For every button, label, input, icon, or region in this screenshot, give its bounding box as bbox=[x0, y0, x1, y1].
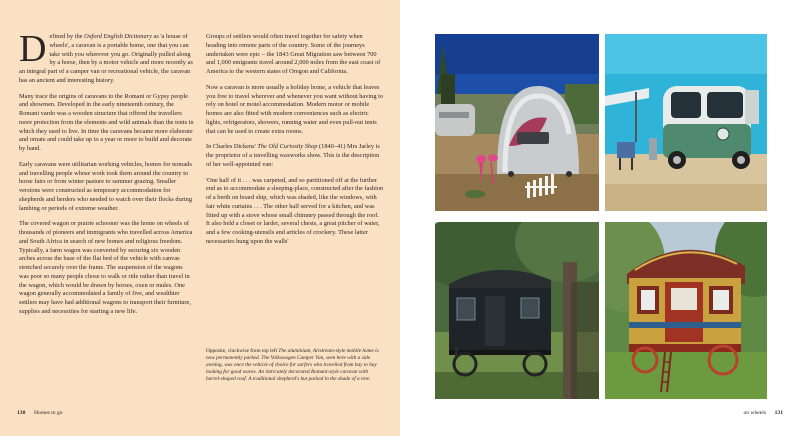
caption-text: The aluminium, Airstream-style mobile home is now permanently parked. The Volkswagen Camper Van, seen here with a side awning, was once the vehicle of choice for surfers who travelled from bay to bay looking for good waves. An intricately decorated Romani-style caravan with barrel-shaped roof. A traditional shepherd's hut parked in the shade of a tree. bbox=[206, 348, 379, 383]
body-paragraph: Early caravans were utilitarian working vehicles, homes for nomads and travelling people whose work took them around the country to horse fairs or from winter pasture to summer grazing. Smaller versions were constructed as temporary accommodation for shepherds and herders who needed to watch over their flocks during lambing or periods of extreme weather. bbox=[19, 160, 192, 212]
romani-caravan-photo bbox=[605, 222, 767, 399]
body-paragraph: Many trace the origins of caravans to the Romani or Gypsy people and showmen. Developed in the early nineteenth century, the Romani vardo was a wooden structure that offered the travellers more protection from the elements and wild animals than the tents in which they used to live. In time the caravans became more elaborate and ornate and could take up to a year or more to build and decorate by hand. bbox=[19, 92, 194, 152]
page-number-right: 131 bbox=[774, 410, 783, 416]
caption-lead: Opposite, clockwise from top left bbox=[206, 348, 279, 354]
body-paragraph: Defined by the Oxford English Dictionary as 'a house of wheels', a caravan is a portable home, one that you can take with you wherever you go. Originally pulled along by a horse, then by a motor vehicle and more recently as an integral part of a camper van or recreational vehicle, the caravan has an ancient and interesting history. bbox=[19, 28, 193, 84]
volkswagen-camper-van-photo bbox=[605, 34, 767, 211]
body-paragraph: Now a caravan is more usually a holiday home, a vehicle that leaves you free to travel wherever and whenever you want without having to rely on hotel or motel accommodation. Modern motor or mobile homes are also fitted with modern conveniences such as electric lights, refrigerators, showers, running water and even pull-out tents that can be used to create extra rooms. bbox=[206, 83, 384, 135]
body-paragraph: 'One half of it . . . was carpeted, and so partitioned off at the further end as to accommodate a sleeping-place, constructed after the fashion of a berth on board ship, which was shaded, like the windows, with fair white curtains . . . The other half served for a kitchen, and was fitted up with a stove whose small chimney passed through the roof. It also held a closet or larder, several chests, a great pitcher of water, and a few cooking-utensils and articles of crockery. These latter necessaries hung upon the walls' bbox=[206, 176, 384, 245]
airstream-caravan-photo bbox=[435, 34, 599, 211]
body-paragraph: The covered wagon or prairie schooner was the home on wheels of thousands of pioneers and immigrants who travelled across America and South Africa in search of new homes and religious freedom. Typically, a farm wagon was converted by securing six wooden arches across the base of the flat bed of the vehicle with canvas stretched securely over the frame. The suspension of the wagons was poor so many people chose to walk or ride rather than travel in the wagon, which would be drawn by horses, oxen or mules. One wagon generally accommodated a family of five, and wealthier settlers may have had additional wagons to transport their furniture, supplies and necessities for starting a new life. bbox=[19, 220, 193, 315]
running-title-left: Homes to go bbox=[34, 410, 63, 416]
drop-cap: D bbox=[19, 28, 47, 70]
shepherds-hut-photo bbox=[435, 222, 599, 399]
photo-caption bbox=[206, 348, 384, 383]
page-number-left: 130 bbox=[17, 410, 26, 416]
body-paragraph: In Charles Dickens' The Old Curiosity Shop (1840–41) Mrs Jarley is the proprietor of a travelling waxworks show. This is the description of her well-appointed van: bbox=[206, 143, 380, 168]
body-paragraph: Groups of settlers would often travel together for safety when heading into remote parts of the country. Some of the journeys undertaken were epic – the 1843 Great Migration saw between 700 and 1,000 emigrants travel around 2,000 miles from the east coast of America to the western states of Oregon and California. bbox=[206, 33, 381, 75]
text-column-1 bbox=[19, 28, 194, 324]
running-title-right: on wheels bbox=[743, 410, 766, 416]
text-column-2 bbox=[206, 33, 384, 254]
